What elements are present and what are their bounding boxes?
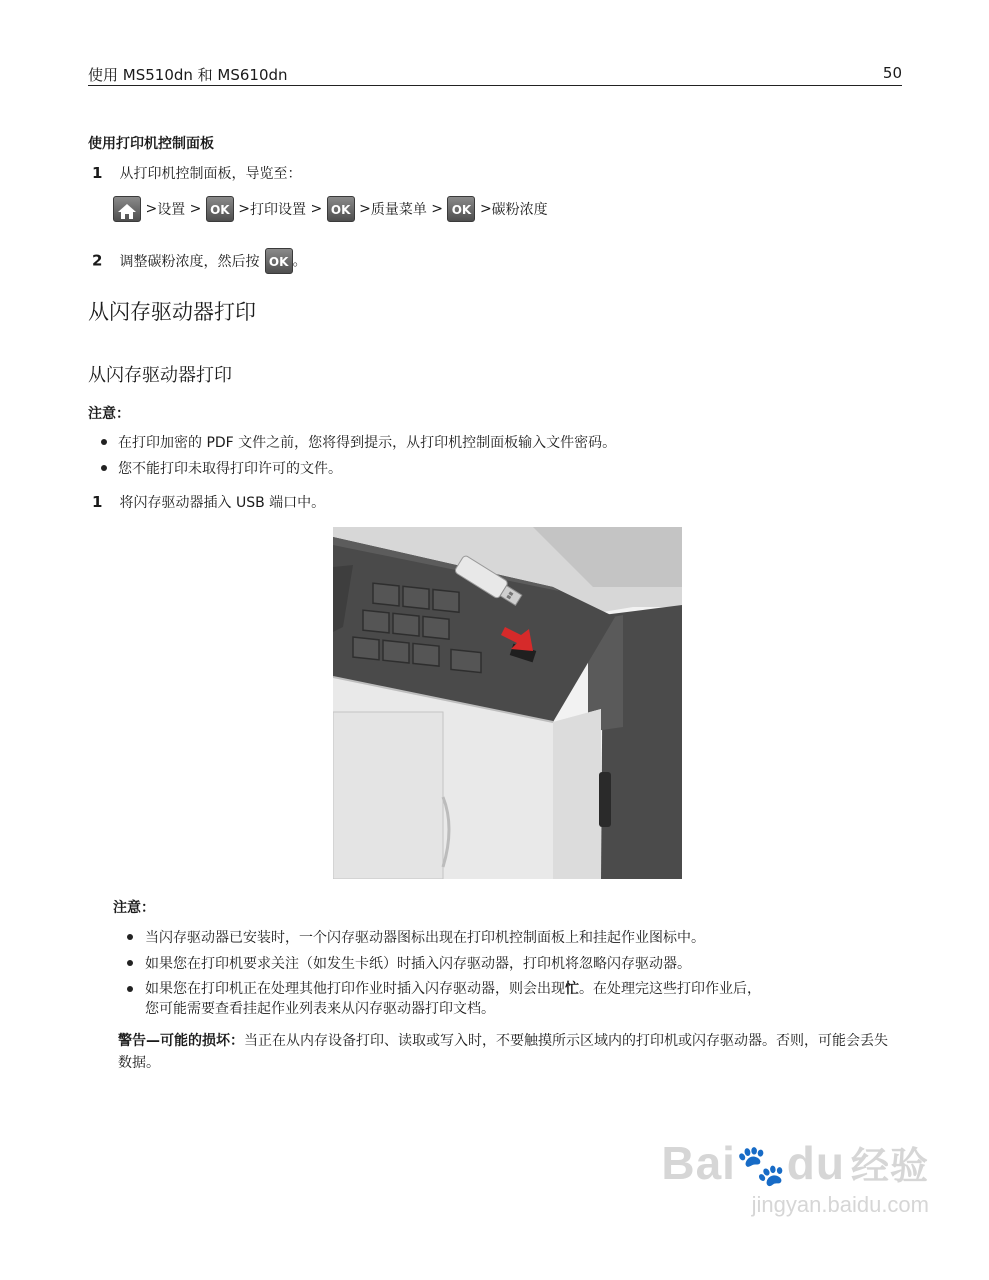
path-sep: > — [431, 201, 444, 217]
post-note-item: 当闪存驱动器已安装时，一个闪存驱动器图标出现在打印机控制面板上和挂起作业图标中。 — [145, 930, 705, 946]
watermark-brand-cn: 经验 — [850, 1146, 929, 1188]
busy-status: 忙 — [565, 981, 579, 997]
step-1 — [92, 163, 302, 183]
path-sep: > — [359, 201, 371, 217]
running-header: 使用 MS510dn 和 MS610dn — [88, 66, 288, 84]
bullet-dot — [127, 986, 133, 992]
note-label: 注意： — [88, 406, 130, 422]
page-number: 50 — [882, 64, 902, 82]
watermark-url: jingyan.baidu.com — [751, 1192, 929, 1217]
step-end: 。 — [292, 253, 307, 270]
note-item: 您不能打印未取得打印许可的文件。 — [118, 461, 342, 477]
control-panel-heading: 使用打印机控制面板 — [88, 136, 214, 152]
paw-icon: 🐾 — [735, 1144, 787, 1188]
step-text: 从打印机控制面板，导览至： — [119, 166, 302, 182]
watermark-brand-a: Bai — [661, 1137, 736, 1189]
ok-button: OK — [327, 196, 355, 222]
flash-step-1 — [92, 492, 325, 512]
menu-path — [113, 196, 548, 222]
warning-text: 当正在从内存设备打印、读取或写入时，不要触摸所示区域内的打印机或闪存驱动器。否则，可能会丢失数据。 — [118, 1033, 888, 1071]
path-item-settings: 设置 — [157, 202, 186, 218]
home-button — [113, 196, 141, 222]
step-number: 1 — [92, 164, 103, 182]
bullet-dot — [101, 465, 107, 471]
post-note-text: 。在处理完这些打印作业后， — [579, 981, 761, 997]
warning-paragraph — [118, 1030, 898, 1074]
bullet-dot — [101, 439, 107, 445]
step-number: 1 — [92, 493, 103, 511]
path-sep: > — [145, 201, 158, 217]
bullet-dot — [127, 960, 133, 966]
warning-label: 警告—可能的损坏： — [118, 1033, 244, 1049]
bullet-dot — [127, 934, 133, 940]
step-2 — [92, 248, 307, 274]
post-note-label: 注意： — [113, 900, 155, 916]
step-text: 调整碳粉浓度，然后按 — [119, 254, 260, 270]
path-item-print-settings: 打印设置 — [250, 202, 307, 218]
ok-button: OK — [206, 196, 234, 222]
section-subtitle: 从闪存驱动器打印 — [88, 365, 232, 386]
path-sep: > — [310, 201, 323, 217]
path-sep: > — [189, 201, 202, 217]
ok-button: OK — [447, 196, 475, 222]
baidu-watermark — [661, 1135, 929, 1218]
header-rule — [88, 85, 902, 86]
path-sep: > — [238, 201, 251, 217]
path-item-quality-menu: 质量菜单 — [370, 202, 427, 218]
home-icon — [117, 202, 137, 220]
path-sep: > — [479, 201, 492, 217]
post-note-item: 如果您在打印机要求关注（如发生卡纸）时插入闪存驱动器，打印机将忽略闪存驱动器。 — [145, 956, 691, 972]
section-title: 从闪存驱动器打印 — [88, 300, 256, 324]
post-note-item — [145, 979, 905, 1019]
note-item: 在打印加密的 PDF 文件之前，您将得到提示，从打印机控制面板输入文件密码。 — [118, 435, 617, 451]
path-item-toner-darkness: 碳粉浓度 — [491, 202, 548, 218]
usb-insert-illustration — [333, 527, 682, 879]
step-text: 将闪存驱动器插入 USB 端口中。 — [119, 495, 326, 511]
ok-button: OK — [265, 248, 293, 274]
step-number: 2 — [92, 251, 103, 270]
post-note-text: 您可能需要查看挂起作业列表来从闪存驱动器打印文档。 — [145, 1001, 495, 1017]
post-note-text: 如果您在打印机正在处理其他打印作业时插入闪存驱动器，则会出现 — [145, 981, 565, 997]
watermark-brand-b: du — [786, 1137, 845, 1189]
